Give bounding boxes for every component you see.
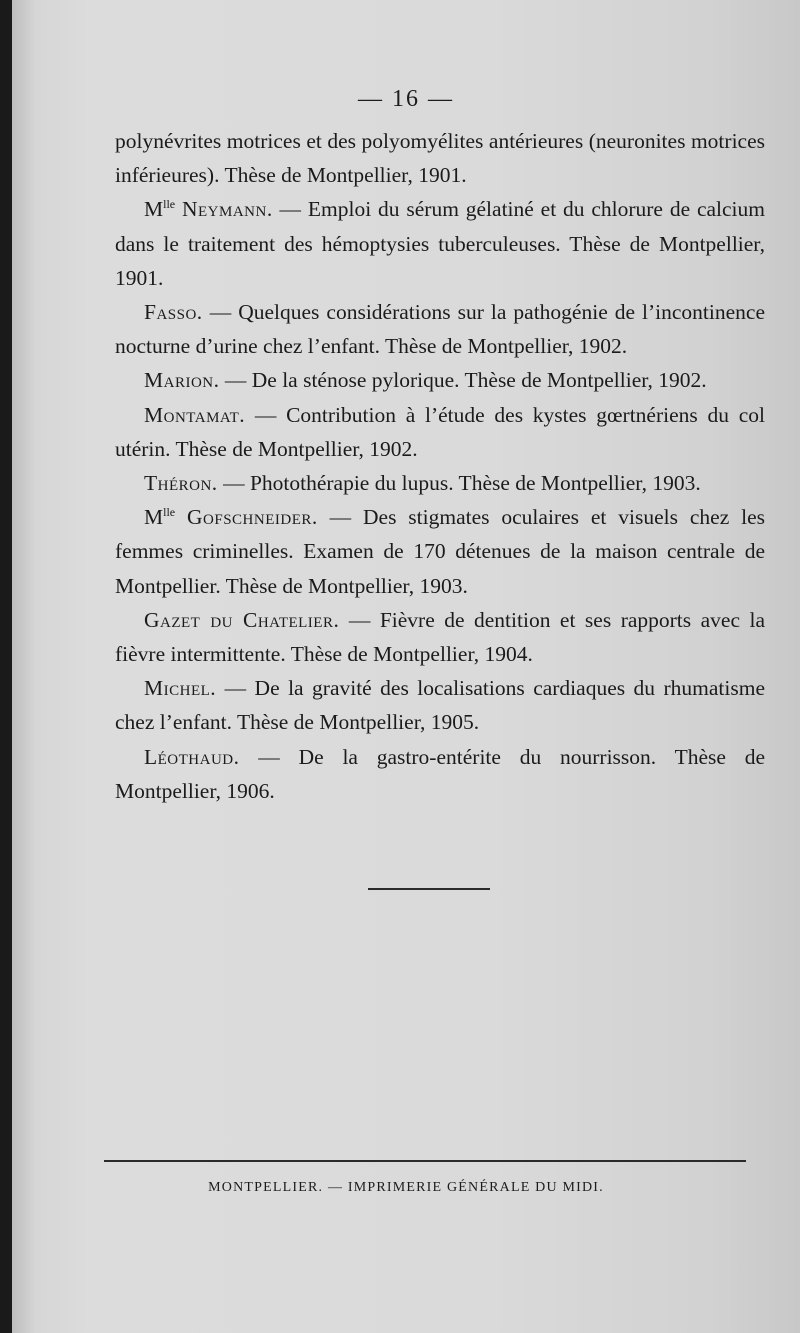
- author-name: Théron.: [144, 471, 218, 496]
- page-number: — 16 —: [358, 86, 454, 112]
- entry-title: — Contribution à l’étude des kystes gœrtnériens du col utérin. Thèse de Montpellier, 1902.: [115, 402, 765, 461]
- bibliography-entry: [115, 603, 765, 671]
- section-separator: [368, 888, 490, 890]
- entry-author: [144, 505, 318, 529]
- entry-author: [144, 403, 245, 427]
- author-name: Marion.: [144, 368, 220, 393]
- bibliography-entry: [115, 398, 765, 466]
- author-title: M: [144, 505, 164, 530]
- entry-title: — De la gravité des localisations cardiaques du rhumatisme chez l’enfant. Thèse de Montpellier, 1905.: [115, 676, 766, 735]
- bibliography-list: [115, 124, 765, 808]
- printer-imprint: MONTPELLIER. — IMPRIMERIE GÉNÉRALE DU MIDI.: [208, 1180, 604, 1195]
- entry-author: [144, 471, 218, 495]
- entry-title: — De la sténose pylorique. Thèse de Montpellier, 1902.: [224, 368, 707, 393]
- entry-author: [144, 197, 273, 221]
- author-name: Fasso.: [144, 300, 203, 325]
- author-name: Montamat.: [144, 402, 246, 427]
- entry-title: — Photothérapie du lupus. Thèse de Montpellier, 1903.: [223, 471, 701, 496]
- entry-title: — Des stigmates oculaires et visuels chez les femmes criminelles. Examen de 170 détenues de la maison centrale de Montpellier. Thèse de Montpellier, 1903.: [115, 505, 765, 598]
- footer-rule: [104, 1160, 746, 1162]
- author-name: Michel.: [144, 676, 217, 701]
- bibliography-entry: [115, 740, 765, 808]
- author-title-superscript: lle: [163, 505, 176, 520]
- author-title: M: [144, 197, 164, 222]
- bibliography-entry: [115, 671, 765, 739]
- entry-title: — De la gastro-entérite du nourrisson. Thèse de Montpellier, 1906.: [115, 744, 765, 803]
- entry-title: — Emploi du sérum gélatiné et du chlorure de calcium dans le traitement des hémoptysies tuberculeuses. Thèse de Montpellier, 1901.: [115, 197, 765, 290]
- entry-title: — Fièvre de dentition et ses rapports avec la fièvre intermittente. Thèse de Montpellier, 1904.: [115, 607, 766, 667]
- bibliography-entry: [115, 363, 765, 397]
- bibliography-entry: [115, 192, 765, 295]
- author-name: Léothaud.: [144, 744, 240, 769]
- bibliography-entry: [115, 500, 765, 603]
- entry-author: [144, 745, 240, 769]
- entry-author: [144, 608, 339, 632]
- bibliography-entry: [115, 466, 765, 500]
- author-name: Gazet du Chatelier.: [144, 607, 340, 632]
- bibliography-entries: [115, 192, 765, 808]
- author-name: Neymann.: [181, 197, 273, 222]
- author-title-superscript: lle: [163, 197, 176, 212]
- document-page: [12, 0, 800, 1333]
- entry-author: [144, 676, 216, 700]
- entry-title: — Quelques considérations sur la pathogénie de l’incontinence nocturne d’urine chez l’enfant. Thèse de Montpellier, 1902.: [115, 300, 766, 359]
- entry-author: [144, 368, 220, 392]
- continuation-paragraph: polynévrites motrices et des polyomyélites antérieures (neuronites motrices inférieures). Thèse de Montpellier, 1901.: [115, 129, 765, 188]
- bibliography-entry: [115, 295, 765, 363]
- author-name: Gofschneider.: [187, 505, 318, 530]
- entry-author: [144, 300, 203, 324]
